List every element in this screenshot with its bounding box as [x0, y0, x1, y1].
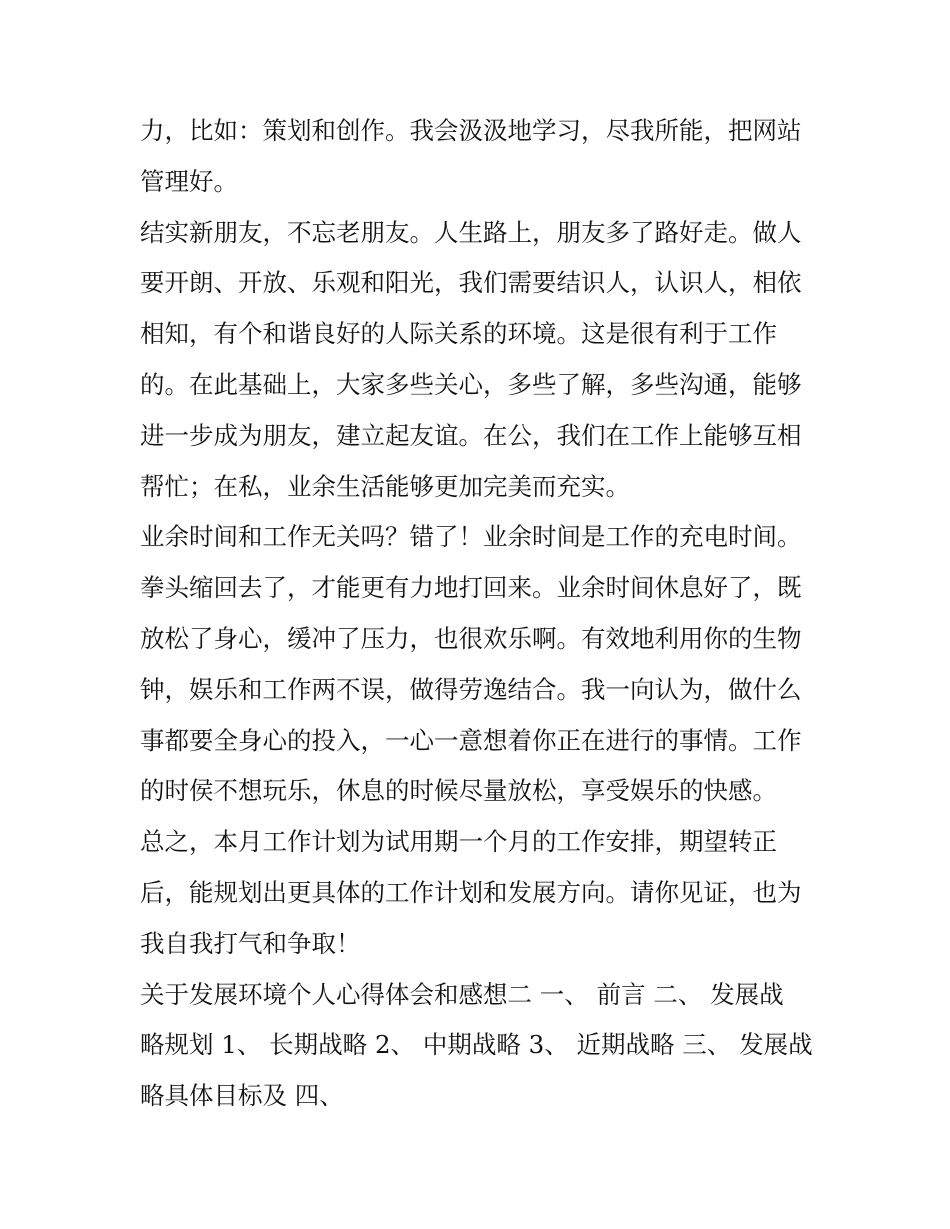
text-line: 关于发展环境个人心得体会和感想二 一、 前言 二、 发展战	[140, 979, 784, 1009]
text-line: 结实新朋友，不忘老朋友。人生路上，朋友多了路好走。做人	[140, 217, 802, 247]
text-line: 事都要全身心的投入，一心一意想着你正在进行的事情。工作	[140, 725, 802, 755]
text-line: 相知，有个和谐良好的人际关系的环境。这是很有利于工作	[140, 319, 777, 349]
text-line: 业余时间和工作无关吗？错了！业余时间是工作的充电时间。	[140, 522, 802, 552]
text-line: 进一步成为朋友，建立起友谊。在公，我们在工作上能够互相	[140, 420, 802, 450]
text-line: 帮忙；在私，业余生活能够更加完美而充实。	[140, 471, 630, 501]
text-line: 后，能规划出更具体的工作计划和发展方向。请你见证，也为	[140, 877, 802, 907]
text-line: 钟，娱乐和工作两不误，做得劳逸结合。我一向认为，做什么	[140, 674, 802, 704]
text-line: 的。在此基础上，大家多些关心，多些了解，多些沟通，能够	[140, 369, 802, 399]
text-line: 要开朗、开放、乐观和阳光，我们需要结识人，认识人，相依	[140, 268, 802, 298]
text-line: 的时侯不想玩乐，休息的时候尽量放松，享受娱乐的快感。	[140, 776, 777, 806]
document-body	[140, 106, 820, 1122]
text-line: 放松了身心，缓冲了压力，也很欢乐啊。有效地利用你的生物	[140, 623, 802, 653]
text-line: 略规划 1、 长期战略 2、 中期战略 3、 近期战略 三、 发展战	[140, 1030, 813, 1060]
text-line: 拳头缩回去了，才能更有力地打回来。业余时间休息好了，既	[140, 573, 802, 603]
text-line: 略具体目标及 四、	[140, 1081, 344, 1111]
text-line: 力，比如：策划和创作。我会汲汲地学习，尽我所能，把网站	[140, 116, 802, 145]
text-line: 总之，本月工作计划为试用期一个月的工作安排，期望转正	[140, 827, 777, 857]
text-line: 我自我打气和争取！	[140, 928, 361, 958]
text-line: 管理好。	[140, 166, 238, 196]
